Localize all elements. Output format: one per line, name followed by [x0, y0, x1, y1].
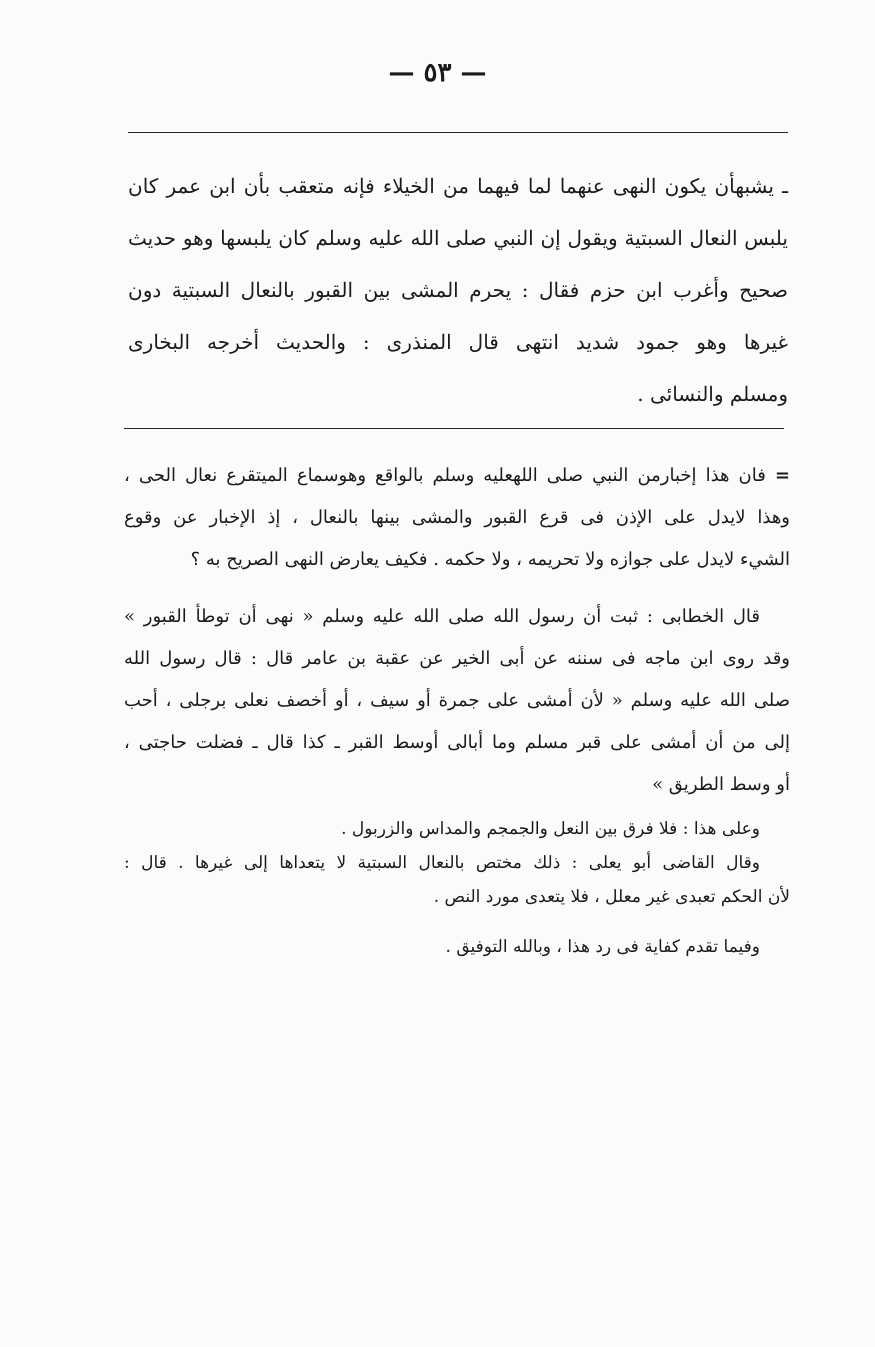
footnote-line: ومسلم والنسائى . — [637, 382, 788, 406]
paragraph-line: وقال القاضى أبو يعلى : ذلك مختص بالنعال السبتية لا يتعداها إلى غيرها . قال : — [124, 853, 760, 873]
paragraph-line: صلى الله عليه وسلم « لأن أمشى على جمرة أو سيف ، أو أخصف نعلى برجلى ، أحب — [124, 690, 790, 711]
note-line: وهذا لايدل على الإذن فى قرع القبور والمشى بينها بالنعال ، إذ الإخبار عن وقوع — [124, 507, 790, 528]
paragraph-closing — [124, 930, 790, 964]
paragraph-abu-yala — [124, 812, 790, 914]
paragraph-line: أو وسط الطريق » — [652, 774, 790, 795]
footnote-line: صحيح وأغرب ابن حزم فقال : يحرم المشى بين القبور بالنعال السبتية دون — [128, 278, 788, 302]
note-marker: = — [774, 465, 790, 486]
paragraph-khattabi — [124, 596, 790, 806]
note-line — [124, 455, 790, 497]
note-line: الشيء لايدل على جوازه ولا تحريمه ، ولا حكمه . فكيف يعارض النهى الصريح به ؟ — [190, 549, 790, 570]
footnote-bottom-rule — [124, 428, 784, 429]
footnote-line: يلبس النعال السبتية ويقول إن النبي صلى الله عليه وسلم كان يلبسها وهو حديث — [128, 226, 788, 250]
paragraph-line: قال الخطابى : ثبت أن رسول الله صلى الله عليه وسلم « نهى أن توطأ القبور » — [124, 606, 760, 627]
note-block — [124, 455, 790, 581]
paragraph-line: وقد روى ابن ماجه فى سننه عن أبى الخير عن عقبة بن عامر قال : قال رسول الله — [124, 648, 790, 669]
paragraph-line: وعلى هذا : فلا فرق بين النعل والجمجم والمداس والزربول . — [341, 819, 760, 839]
footnote-top-rule — [128, 132, 788, 133]
paragraph-line: وفيما تقدم كفاية فى رد هذا ، وبالله التوفيق . — [445, 937, 760, 957]
paragraph-line: إلى من أن أمشى على قبر مسلم وما أبالى أوسط القبر ـ كذا قال ـ فضلت حاجتى ، — [124, 732, 790, 753]
footnote-block — [128, 160, 788, 420]
paragraph-line: لأن الحكم تعبدى غير معلل ، فلا يتعدى مورد النص . — [433, 887, 790, 907]
note-line-text: فان هذا إخبارمن النبي صلى اللهعليه وسلم بالواقع وهوسماع الميتقرع نعال الحى ، — [124, 465, 766, 486]
page-number: — ٥٣ — — [388, 58, 487, 88]
footnote-line: غيرها وهو جمود شديد انتهى قال المنذرى : والحديث أخرجه البخارى — [128, 330, 788, 354]
footnote-line: ـ يشبهأن يكون النهى عنهما لما فيهما من الخيلاء فإنه متعقب بأن ابن عمر كان — [128, 174, 788, 198]
